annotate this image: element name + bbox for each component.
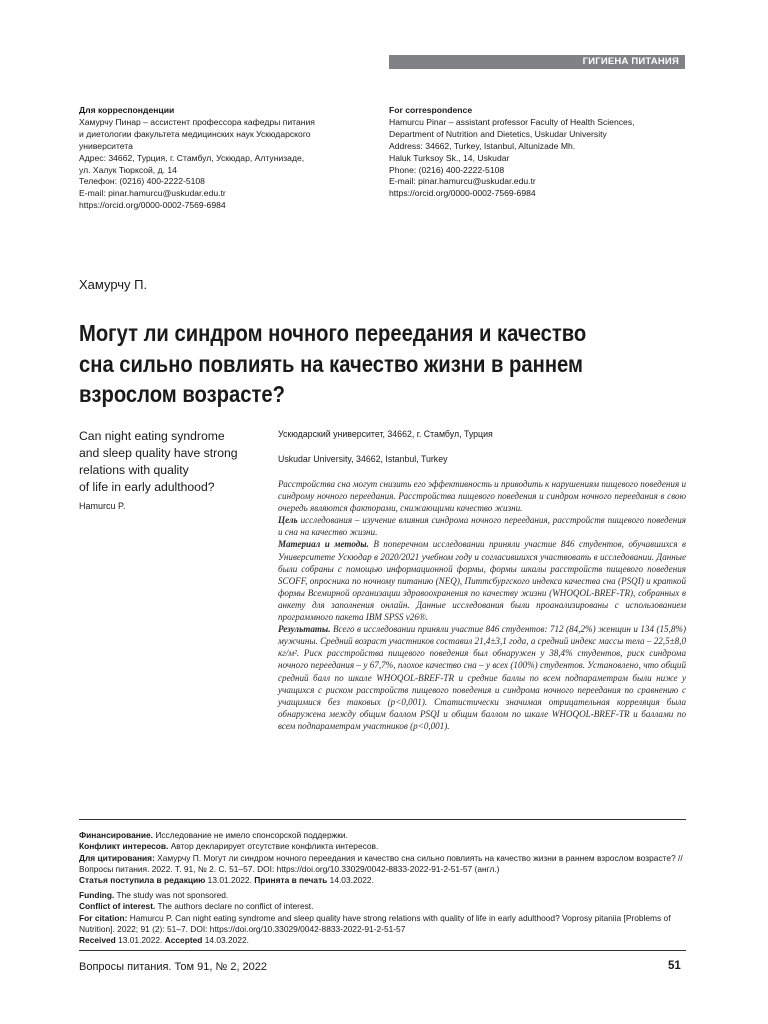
conflict-ru-row <box>79 841 686 852</box>
correspondence-en-orcid[interactable]: https://orcid.org/0000-0002-7569-6984 <box>389 188 536 199</box>
funding-ru-row <box>79 830 686 841</box>
received-ru-label: Статья поступила в редакцию <box>79 875 206 886</box>
funding-en-text: The study was not sponsored. <box>114 890 229 900</box>
abstract-aim <box>278 514 686 538</box>
correspondence-ru-email[interactable]: E-mail: pinar.hamurcu@uskudar.edu.tr <box>79 188 226 199</box>
title-ru-line: Могут ли синдром ночного переедания и качество <box>79 320 587 346</box>
dates-en-row <box>79 935 686 946</box>
footer-divider <box>79 950 686 951</box>
abstract-methods <box>278 538 686 623</box>
abstract-results-label: Результаты. <box>278 624 331 635</box>
cite-en-text: Hamurcu P. Can night eating syndrome and sleep quality have strong relations with quality of life in early adulthood? Voprosy pitaniia [Problems of Nutrition]. 2022; 91 (2): 51–7. DOI: https://doi.org/10.33029/0042-8833-2022-91-2-51-57 <box>79 912 671 934</box>
section-header-label: ГИГИЕНА ПИТАНИЯ <box>582 56 679 67</box>
funding-ru-text: Исследование не имело спонсорской поддержки. <box>153 830 348 840</box>
title-ru-line: сна сильно повлиять на качество жизни в раннем <box>79 350 583 377</box>
funding-ru <box>79 830 686 886</box>
abstract-methods-text: В поперечном исследовании приняли участие 846 студентов, обучавшихся в Университете Ускюдар в 2020/2021 учебном году и согласившихся участвовать в исследовании. Данные были собраны с помощью информационной формы, формы шкалы расстройств пищевого поведения SCOFF, опросника по ночному питанию (NEQ), Питтсбургского индекса качества сна (PSQI) и краткой формы Всемирной организации здравоохранения по качеству жизни (WHOQOL-BREF-TR), собранных в анкету для заполнения онлайн. Данные исследования были проанализированы с использованием программного пакета IBM SPSS v26®. <box>278 539 686 623</box>
affiliation-ru: Ускюдарский университет, 34662, г. Стамбул, Турция <box>278 429 493 439</box>
correspondence-ru-line: Телефон: (0216) 400-2222-5108 <box>79 176 205 187</box>
correspondence-en-line: Hamurcu Pinar – assistant professor Faculty of Health Sciences, <box>389 116 635 127</box>
conflict-en-label: Conflict of interest. <box>79 901 156 912</box>
affiliation-en: Uskudar University, 34662, Istanbul, Turkey <box>278 454 448 464</box>
accepted-ru-date: 14.03.2022. <box>327 875 374 886</box>
title-en-line: of life in early adulthood? <box>79 480 215 494</box>
correspondence-ru-line: университета <box>79 140 133 151</box>
funding-en-label: Funding. <box>79 890 115 900</box>
correspondence-ru-line: Адрес: 34662, Турция, г. Стамбул, Ускюдар, Алтунизаде, <box>79 152 305 163</box>
title-en-line: Can night eating syndrome <box>79 429 225 443</box>
funding-ru-label: Финансирование. <box>79 830 153 840</box>
correspondence-en-line: Haluk Turksoy Sk., 14, Uskudar <box>389 152 510 163</box>
title-ru <box>79 318 681 410</box>
title-en-line: relations with quality <box>79 463 189 477</box>
accepted-en-date: 14.03.2022. <box>202 935 249 946</box>
abstract-results <box>278 623 686 732</box>
section-header-bar <box>389 55 685 69</box>
journal-footer: Вопросы питания. Том 91, № 2, 2022 <box>79 961 268 973</box>
cite-ru-row <box>79 853 686 876</box>
correspondence-en-email[interactable]: E-mail: pinar.hamurcu@uskudar.edu.tr <box>389 176 536 187</box>
correspondence-ru-orcid[interactable]: https://orcid.org/0000-0002-7569-6984 <box>79 200 226 211</box>
conflict-ru-text: Автор декларирует отсутствие конфликта интересов. <box>168 841 379 852</box>
correspondence-en-line: Address: 34662, Turkey, Istanbul, Altunizade Mh. <box>389 140 576 151</box>
cite-en-row <box>79 913 686 936</box>
cite-ru-label: Для цитирования: <box>79 852 155 863</box>
author-en: Hamurcu P. <box>79 501 126 511</box>
abstract-methods-label: Материал и методы. <box>278 539 369 550</box>
abstract-results-text: Всего в исследовании приняли участие 846 студентов: 712 (84,2%) женщин и 134 (15,8%) мужчины. Средний возраст участников составил 21,4±3,1 года, а средний индекс массы тела – 22,5±8,0 кг/м². Риск расстройства пищевого поведения был обнаружен у 38,4% студентов, риск синдрома ночного переедания – у 67,7%, плохое качество сна – у всех (100%) студентов. Установлено, что общий средний балл по шкале WHOQOL-BREF-TR и средние баллы по всем подпараметрам были ниже у учащихся с риском расстройств пищевого поведения и синдрома ночного переедания по сравнению с учащимися без таковых (p<0,001). Статистически значимая отрицательная корреляция была обнаружена между общим баллом PSQI и общим баллом по шкале WHOQOL-BREF-TR и баллами по всем подпараметрам участников (p<0,001). <box>278 624 686 731</box>
correspondence-en-label: For correspondence <box>389 105 473 115</box>
conflict-en-row <box>79 901 686 912</box>
title-ru-line: взрослом возрасте? <box>79 381 285 407</box>
conflict-en-text: The authors declare no conflict of interest. <box>155 901 314 912</box>
dates-ru-row <box>79 875 686 886</box>
correspondence-ru-label: Для корреспонденции <box>79 105 175 115</box>
funding-en <box>79 890 686 946</box>
abstract-aim-label: Цель <box>278 515 298 526</box>
correspondence-ru-line: и диетологии факультета медицинских наук Ускюдарского <box>79 128 311 139</box>
cite-en-label: For citation: <box>79 912 128 923</box>
correspondence-en <box>389 105 635 200</box>
title-en-line: and sleep quality have strong <box>79 446 238 460</box>
divider <box>79 819 686 820</box>
abstract-aim-text: исследования – изучение влияния синдрома ночного переедания, расстройств пищевого поведения и сна на качество жизни. <box>278 515 686 538</box>
correspondence-ru-line: ул. Халук Тюрксой, д. 14 <box>79 164 177 175</box>
title-en <box>79 428 269 496</box>
page-number: 51 <box>668 960 681 972</box>
received-ru-date: 13.01.2022. <box>205 875 255 886</box>
correspondence-en-line: Department of Nutrition and Dietetics, Uskudar University <box>389 128 607 139</box>
correspondence-en-line: Phone: (0216) 400-2222-5108 <box>389 164 505 175</box>
correspondence-ru-line: Хамурчу Пинар – ассистент профессора кафедры питания <box>79 116 315 127</box>
funding-en-row <box>79 890 686 901</box>
abstract <box>278 478 686 732</box>
correspondence-ru <box>79 105 315 212</box>
cite-ru-text: Хамурчу П. Могут ли синдром ночного переедания и качество сна сильно повлиять на качество жизни в раннем взрослом возрасте? // Вопросы питания. 2022. Т. 91, № 2. С. 51–57. DOI: https://doi.org/10.33029/0042-8833-2022-91-2-51-57 (англ.) <box>79 852 683 874</box>
accepted-ru-label: Принята в печать <box>254 875 328 886</box>
abstract-intro: Расстройства сна могут снизить его эффективность и приводить к нарушениям пищевого поведения и синдрому ночного переедания. Расстройства пищевого поведения и синдром ночного переедания в свою очередь являются факторами, снижающими качество жизни. <box>278 479 686 514</box>
accepted-en-label: Accepted <box>164 935 203 946</box>
conflict-ru-label: Конфликт интересов. <box>79 841 169 852</box>
author-ru: Хамурчу П. <box>79 277 148 292</box>
received-en-date: 13.01.2022. <box>115 935 165 946</box>
received-en-label: Received <box>79 935 116 946</box>
